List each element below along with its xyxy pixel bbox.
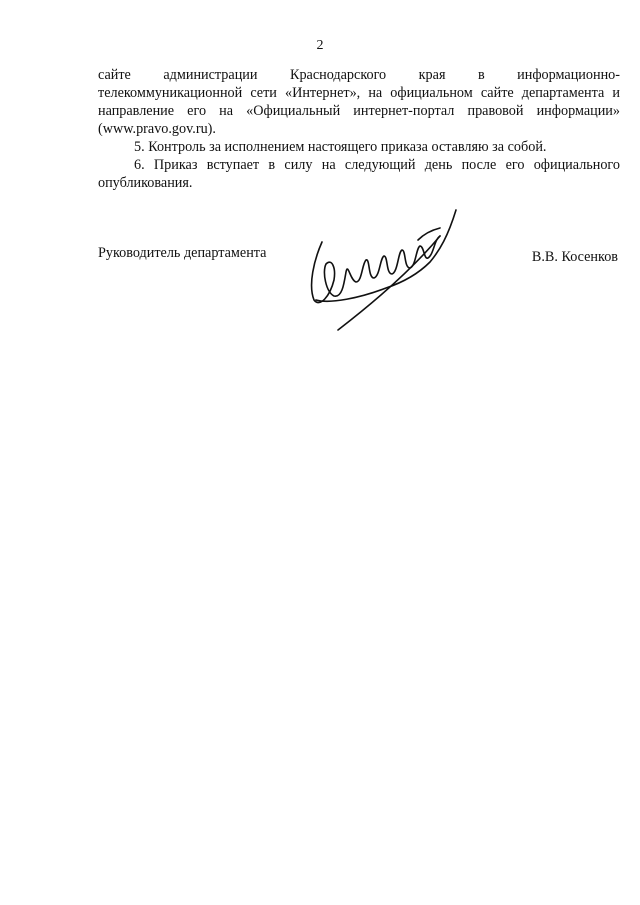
paragraph-control: 5. Контроль за исполнением настоящего приказа оставляю за собой.	[134, 139, 547, 155]
signature-accent-stroke	[418, 228, 440, 240]
paragraph-publication-rest: телекоммуникационной сети «Интернет», на официальном сайте департамента и направление его на «Официальный интернет-портал правовой информации» (www.pravo.gov.ru).	[98, 85, 620, 137]
paragraph-publication	[98, 66, 620, 138]
page-number: 2	[316, 38, 324, 53]
signatory-title: Руководитель департамента	[98, 245, 267, 261]
paragraph-publication-first-line: сайте администрации Краснодарского края в информационно-	[98, 67, 620, 83]
signature-tail-stroke	[338, 236, 440, 330]
document-body	[98, 66, 620, 192]
handwritten-signature	[300, 200, 470, 335]
signatory-name: В.В. Косенков	[531, 249, 618, 265]
signature-loop-stroke	[316, 210, 456, 301]
paragraph-effective-date: 6. Приказ вступает в силу на следующий день после его официального опубликования.	[98, 157, 620, 191]
